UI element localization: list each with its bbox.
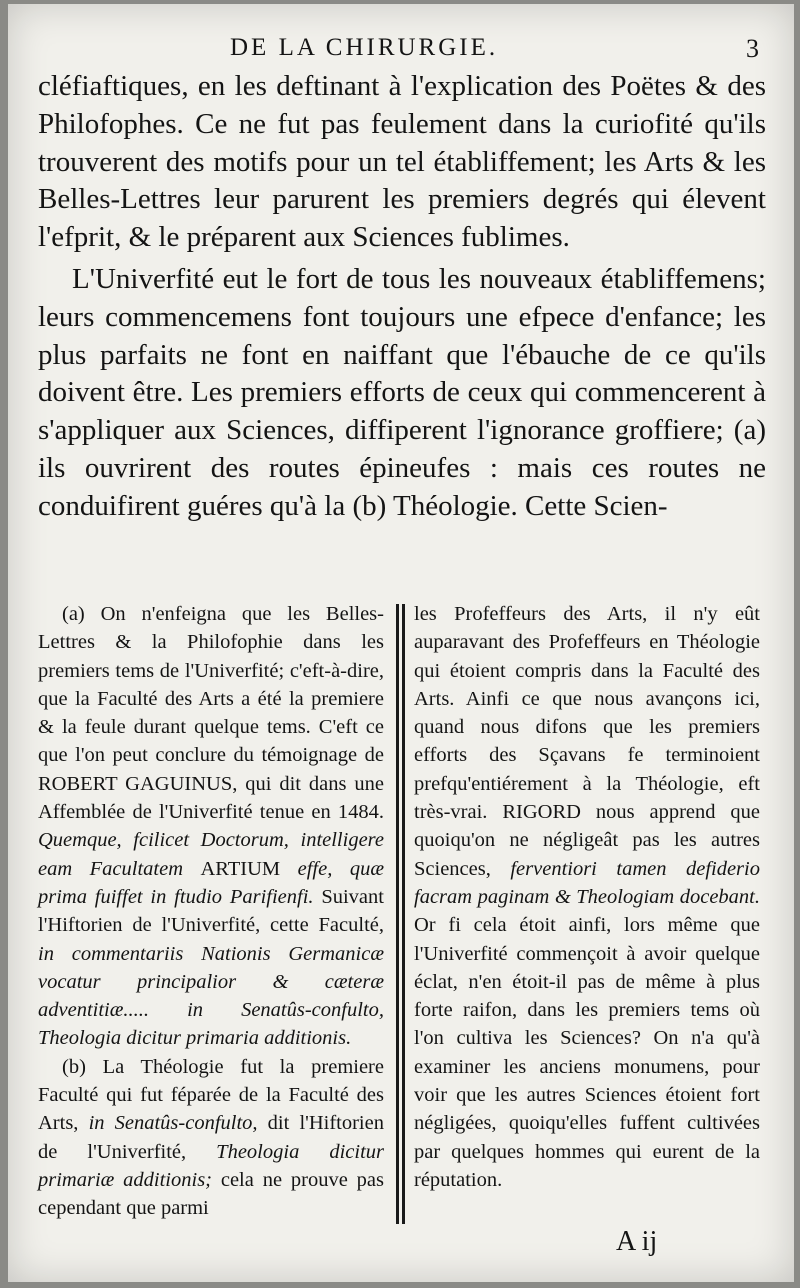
page-number: 3 [746, 34, 759, 63]
footnote-b-continued [414, 600, 760, 1194]
running-title: DE LA CHIRURGIE. [230, 34, 499, 61]
signature-mark: A ij [616, 1226, 658, 1257]
footnote-a-latin-3: in commentariis Nationis Germanicæ vocatur principalior & cæteræ adventitiæ..... in Senatûs-confulto, Theologia dicitur primaria additionis. [38, 942, 384, 1050]
footnote-b [38, 1053, 384, 1223]
column-rule-right [402, 604, 405, 1224]
paragraph-1: cléfiaftiques, en les deftinant à l'explication des Poëtes & des Philofophes. Ce ne fut pas feulement dans la curiofité qu'ils trouverent des motifs pour un tel établiffement; les Arts & les Belles-Lettres leur parurent les premiers degrés qui élevent l'efprit, & le préparent aux Sciences fublimes. [38, 70, 766, 254]
footnotes-right-column [414, 600, 760, 1194]
footnotes-left-column [38, 600, 384, 1223]
footnote-b-text-2: dit l'Hiftorien de l'Univerfité, [38, 1112, 384, 1163]
footnote-b-cont-latin: ferventiori tamen defiderio facram paginam & Theologiam docebant. [414, 857, 760, 908]
main-text [38, 68, 766, 526]
footnote-b-text-1: (b) La Théologie fut la premiere Faculté qui fut féparée de la Faculté des Arts, [38, 1055, 384, 1135]
footnote-b-cont-text-2: Or fi cela étoit ainfi, lors même que l'Univerfité commençoit à avoir quelque éclat, n'en étoit-il pas de même à plus forte raifon, dans les premiers tems où l'on cultiva les Sciences? On n'a qu'à examiner les anciens monumens, pour voir que les autres Sciences étoient fort négligées, quoiqu'elles fuffent cultivées par quelques hommes qui eurent de la réputation. [414, 914, 760, 1191]
footnote-a-artium: ARTIUM [200, 857, 281, 880]
footnote-b-cont-text-1: les Profeffeurs des Arts, il n'y eût auparavant des Profeffeurs en Théologie qui étoient compris dans la Faculté des Arts. Ainfi ce que nous avançons ici, quand nous difons que les premiers efforts des Sçavans fe terminoient prefqu'entiérement à la Théologie, eft très-vrai. RIGORD nous apprend que quoiqu'on ne négligeât pas les autres Sciences, [414, 603, 760, 880]
footnote-b-text-3: cela ne prouve pas cependant que parmi [38, 1168, 384, 1220]
column-rule-left [396, 604, 399, 1224]
footnote-a-latin-1: Quemque, fcilicet Doctorum, intelligere eam Facultatem [38, 829, 384, 880]
footnote-a-text-2: Suivant l'Hiftorien de l'Univerfité, cette Faculté, [38, 885, 384, 937]
footnote-a-text-1: (a) On n'enfeigna que les Belles-Lettres & la Philofophie dans les premiers tems de l'Univerfité; c'eft-à-dire, que la Faculté des Arts a été la premiere & la feule durant quelque tems. C'eft ce que l'on peut conclure du témoignage de ROBERT GAGUINUS, qui dit dans une Affemblée de l'Univerfité tenue en 1484. [38, 603, 384, 824]
footnote-a-latin-2: effe, quæ prima fuiffet in ftudio Parifienfi. [38, 857, 385, 908]
footnote-b-latin-1: in Senatûs-confulto, [88, 1112, 258, 1135]
footnote-a [38, 600, 384, 1053]
book-page [8, 4, 794, 1282]
footnote-b-latin-2: Theologia dicitur primariæ additionis; [38, 1140, 385, 1191]
running-head [8, 34, 794, 68]
paragraph-2: L'Univerfité eut le fort de tous les nouveaux établiffemens; leurs commencemens font toujours une efpece d'enfance; les plus parfaits ne font en naiffant que l'ébauche de ce qu'ils doivent être. Les premiers efforts de ceux qui commencerent à s'appliquer aux Sciences, diffiperent l'ignorance groffiere; (a) ils ouvrirent des routes épineufes : mais ces routes ne conduifirent guéres qu'à la (b) Théologie. Cette Scien- [38, 262, 766, 522]
